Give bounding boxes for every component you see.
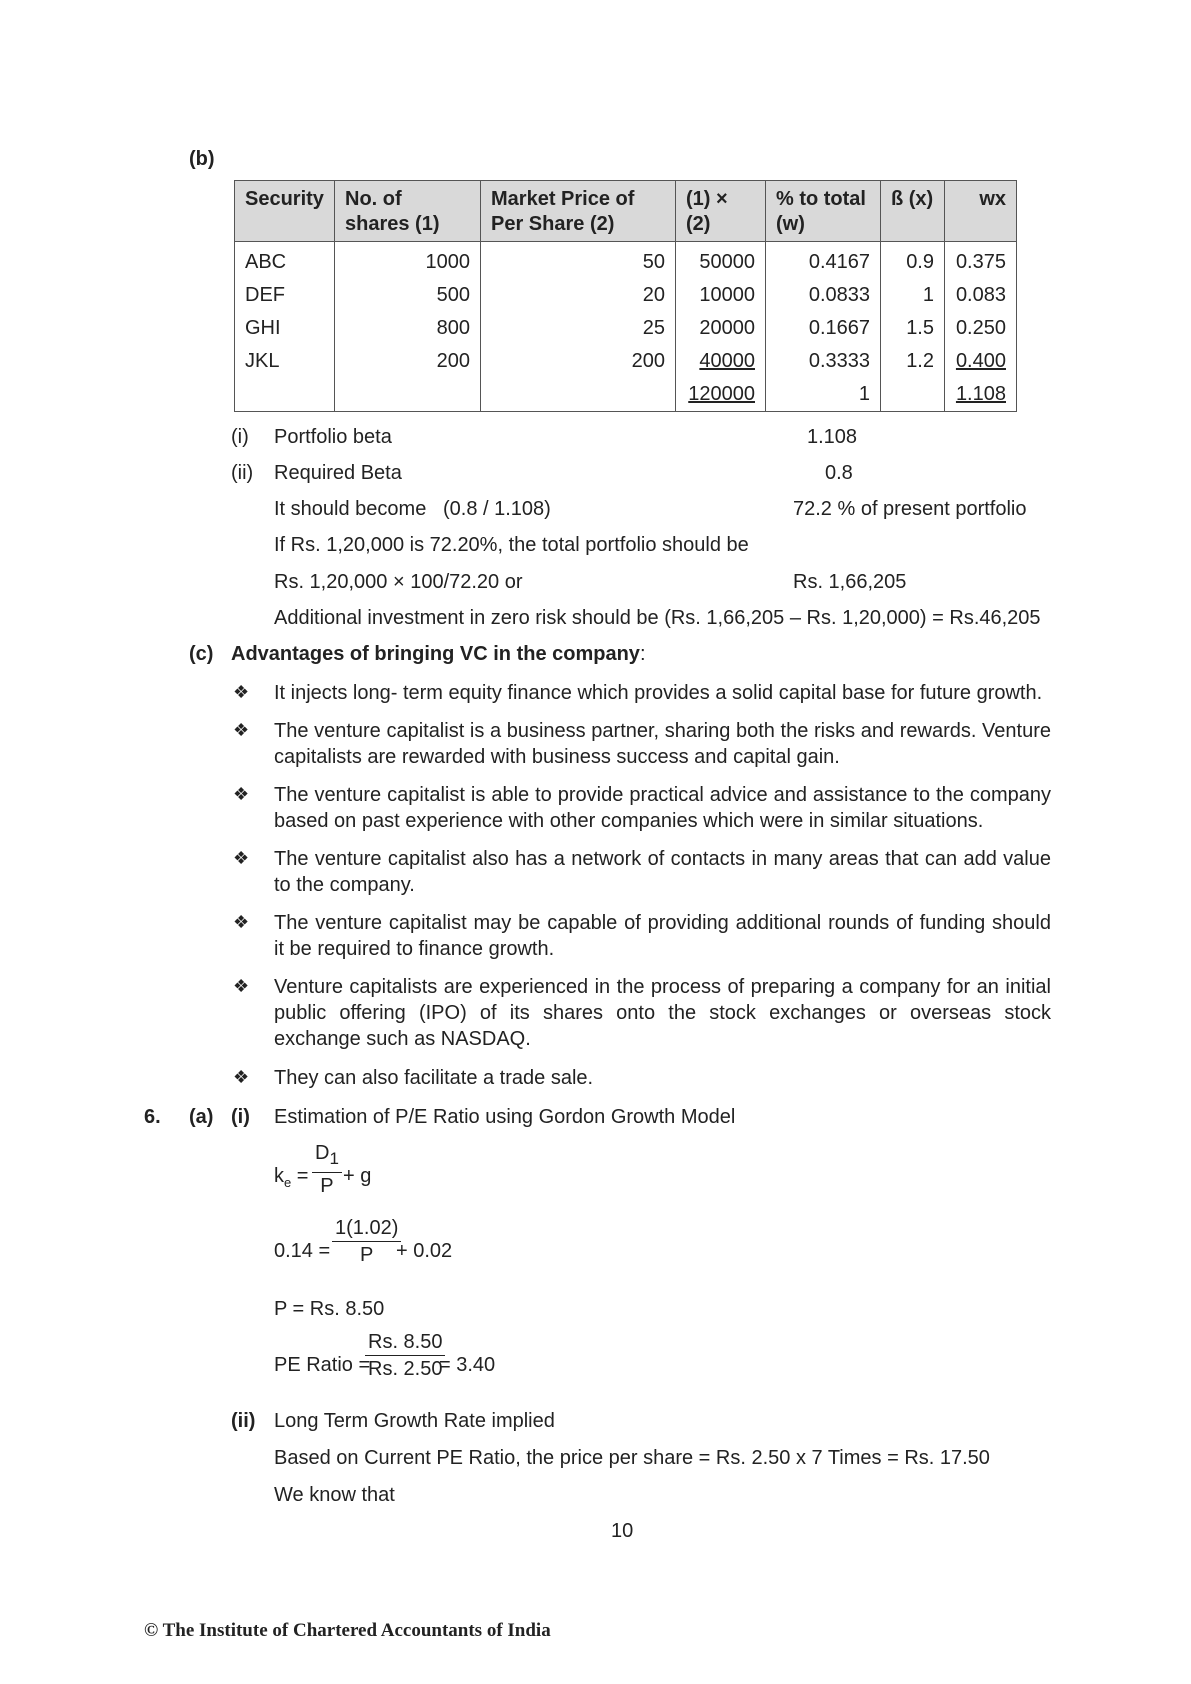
eq3-text: P = Rs. 8.50	[274, 1298, 385, 1320]
calc-text: Rs. 1,20,000 × 100/72.20 or	[274, 571, 523, 593]
col-header-wx: wx	[945, 181, 1017, 242]
cell-price: 200	[481, 345, 676, 378]
bullet-icon: ❖	[233, 784, 250, 804]
cell-beta: 0.9	[881, 242, 945, 280]
cell-wx	[945, 345, 1017, 378]
cell-security: DEF	[235, 279, 335, 312]
cell-price: 20	[481, 279, 676, 312]
eq1-fraction	[312, 1140, 342, 1199]
cell-weight: 1	[766, 378, 881, 412]
eq4-numerator: Rs. 8.50	[365, 1329, 445, 1356]
cell-price	[481, 378, 676, 412]
bullet-text: The venture capitalist also has a network of contacts in many areas that can add value to the company.	[274, 848, 1051, 896]
page-number: 10	[611, 1520, 634, 1542]
table-row	[235, 345, 1017, 378]
col-header-price: Market Price of Per Share (2)	[481, 181, 676, 242]
cell-shares: 800	[335, 312, 481, 345]
eq1-tail: + g	[343, 1165, 372, 1187]
eq1-d: D	[315, 1142, 330, 1164]
calc-value: Rs. 1,66,205	[793, 571, 907, 593]
footer-copyright: © The Institute of Chartered Accountants of India	[144, 1620, 551, 1641]
bullet-icon: ❖	[233, 912, 250, 932]
bullet-text: The venture capitalist may be capable of providing additional rounds of funding should it be required to finance growth.	[274, 912, 1051, 960]
eq4-denominator: Rs. 2.50	[368, 1358, 443, 1380]
cell-weight: 0.0833	[766, 279, 881, 312]
item-ii-label: (ii)	[231, 462, 254, 484]
bullet-text: The venture capitalist is a business partner, sharing both the risks and rewards. Venture capitalists are rewarded with business success and capital gain.	[274, 720, 1051, 768]
portfolio-beta-value: 1.108	[807, 426, 858, 448]
table-total-row	[235, 378, 1017, 412]
bullet-text: It injects long- term equity finance which provides a solid capital base for future growth.	[274, 682, 1043, 704]
cell-shares: 1000	[335, 242, 481, 280]
eq1-sub-1: 1	[329, 1149, 339, 1168]
cell-product: 50000	[676, 242, 766, 280]
cell-product	[676, 345, 766, 378]
we-know-text: We know that	[274, 1484, 395, 1506]
securities-table	[234, 180, 1017, 412]
cell-wx: 0.375	[945, 242, 1017, 280]
sub-i-label: (i)	[231, 1106, 250, 1128]
eq1-equals: =	[291, 1165, 315, 1187]
eq4-tail: = 3.40	[439, 1354, 496, 1376]
sub-ii-title: Long Term Growth Rate implied	[274, 1410, 555, 1432]
sub-i-title: Estimation of P/E Ratio using Gordon Growth Model	[274, 1106, 736, 1128]
eq1-sub-e: e	[284, 1175, 292, 1190]
cell-price: 50	[481, 242, 676, 280]
cell-weight: 0.1667	[766, 312, 881, 345]
table-header-row	[235, 181, 1017, 242]
eq4-lhs: PE Ratio =	[274, 1354, 376, 1376]
cell-wx: 0.083	[945, 279, 1017, 312]
cell-shares: 500	[335, 279, 481, 312]
eq2-fraction	[332, 1215, 401, 1268]
cell-beta: 1.5	[881, 312, 945, 345]
table-row	[235, 312, 1017, 345]
cell-product: 10000	[676, 279, 766, 312]
eq1-k: k	[274, 1165, 284, 1187]
part-a-label: (a)	[189, 1106, 214, 1128]
bullet-text: The venture capitalist is able to provide practical advice and assistance to the company based on past experience with other companies which were in similar situations.	[274, 784, 1051, 832]
cell-shares: 200	[335, 345, 481, 378]
cell-security: GHI	[235, 312, 335, 345]
bullet-icon: ❖	[233, 1067, 250, 1087]
should-become-value: 72.2 % of present portfolio	[793, 498, 1027, 520]
cell-price: 25	[481, 312, 676, 345]
col-header-pct-total: % to total (w)	[766, 181, 881, 242]
cell-shares	[335, 378, 481, 412]
bullet-icon: ❖	[233, 682, 250, 702]
bullet-icon: ❖	[233, 720, 250, 740]
cell-weight: 0.3333	[766, 345, 881, 378]
required-beta-value: 0.8	[825, 462, 853, 484]
eq1-numerator	[312, 1140, 342, 1173]
required-beta-label: Required Beta	[274, 462, 402, 484]
bullet-text: They can also facilitate a trade sale.	[274, 1067, 594, 1089]
bullet-icon: ❖	[233, 848, 250, 868]
eq2-denominator: P	[360, 1244, 374, 1266]
based-on-text: Based on Current PE Ratio, the price per share = Rs. 2.50 x 7 Times = Rs. 17.50	[274, 1447, 990, 1469]
heading-colon: :	[639, 643, 646, 665]
underlined-value: 40000	[699, 350, 755, 372]
cell-wx	[945, 378, 1017, 412]
eq2-numerator: 1(1.02)	[332, 1215, 401, 1242]
item-i-label: (i)	[231, 426, 249, 448]
col-header-beta: ß (x)	[881, 181, 945, 242]
eq2-tail: + 0.02	[396, 1240, 453, 1262]
eq1-denominator: P	[320, 1175, 334, 1197]
should-become-text: It should become (0.8 / 1.108)	[274, 498, 551, 520]
table-row	[235, 279, 1017, 312]
cell-wx: 0.250	[945, 312, 1017, 345]
col-header-product: (1) × (2)	[676, 181, 766, 242]
bullet-icon: ❖	[233, 976, 250, 996]
eq1-lhs	[274, 1165, 314, 1190]
cell-beta: 1.2	[881, 345, 945, 378]
total-product: 120000	[688, 383, 755, 405]
section-c-heading	[231, 643, 646, 666]
col-header-security: Security	[235, 181, 335, 242]
cell-beta: 1	[881, 279, 945, 312]
cell-security: JKL	[235, 345, 335, 378]
cell-security	[235, 378, 335, 412]
cell-weight: 0.4167	[766, 242, 881, 280]
question-number: 6.	[144, 1106, 161, 1128]
underlined-value: 0.400	[955, 350, 1006, 372]
portfolio-beta-label: Portfolio beta	[274, 426, 392, 448]
additional-investment-text: Additional investment in zero risk should be (Rs. 1,66,205 – Rs. 1,20,000) = Rs.46,205	[274, 607, 1041, 629]
cell-product: 20000	[676, 312, 766, 345]
cell-security: ABC	[235, 242, 335, 280]
eq4-fraction	[365, 1329, 445, 1382]
table-row	[235, 242, 1017, 280]
total-wx: 1.108	[955, 383, 1006, 405]
if-rs-text: If Rs. 1,20,000 is 72.20%, the total portfolio should be	[274, 534, 749, 556]
bullet-text: Venture capitalists are experienced in the process of preparing a company for an initial public offering (IPO) of its shares onto the stock exchanges or overseas stock exchange such as NASDAQ.	[274, 976, 1051, 1050]
cell-beta	[881, 378, 945, 412]
section-c-heading-text: Advantages of bringing VC in the company	[231, 643, 640, 665]
section-b-label: (b)	[189, 148, 215, 170]
section-c-label: (c)	[189, 643, 214, 665]
eq2-lhs: 0.14 =	[274, 1240, 336, 1262]
cell-product	[676, 378, 766, 412]
col-header-shares: No. of shares (1)	[335, 181, 481, 242]
sub-ii-label: (ii)	[231, 1410, 256, 1432]
